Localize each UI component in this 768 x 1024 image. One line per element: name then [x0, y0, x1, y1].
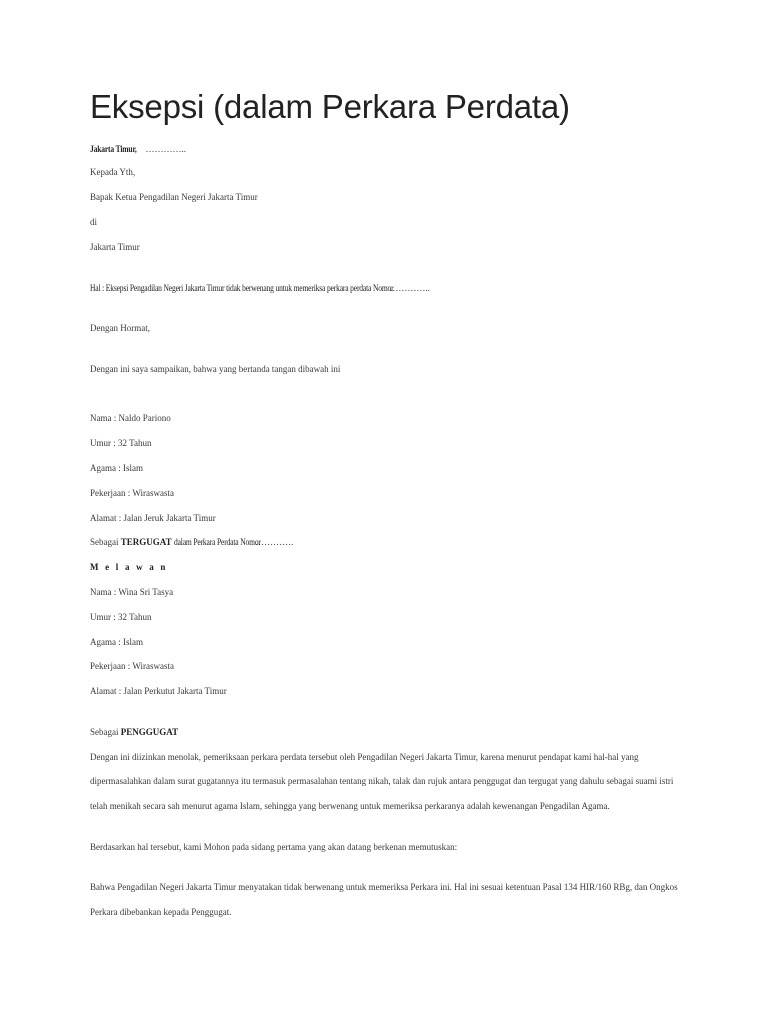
tergugat-role: TERGUGAT [120, 537, 172, 547]
place-date-line [90, 143, 186, 155]
defendant-umur: Umur : 32 Tahun [90, 438, 152, 448]
paragraph-2: Berdasarkan hal tersebut, kami Mohon pada sidang pertama yang akan datang berkenan memutuskan: [90, 842, 458, 852]
paragraph-3-line-1: Bahwa Pengadilan Negeri Jakarta Timur menyatakan tidak berwenang untuk memeriksa Perkara ini. Hal ini sesuai ketentuan Pasal 134 HIR/160 RBg, dan Ongkos [90, 882, 678, 892]
paragraph-1-line-3: telah menikah secara sah menurut agama Islam, sehingga yang berwenang untuk memeriksa perkaranya adalah kewenangan Pengadilan Agama. [90, 801, 610, 811]
defendant-pekerjaan: Pekerjaan : Wiraswasta [90, 488, 174, 498]
plaintiff-nama: Nama : Wina Sri Tasya [90, 587, 174, 597]
sebagai-tergugat-line [90, 536, 293, 548]
sebagai-penggugat-prefix: Sebagai [90, 727, 119, 737]
hal-text: Hal : Eksepsi Pengadilan Negeri Jakarta Timur tidak berwenang untuk memeriksa perkara perdata Nomor [90, 283, 394, 293]
sebagai-tergugat-suffix: dalam Perkara Perdata Nomor [173, 537, 261, 547]
paragraph-1-line-2: dipermasalahkan dalam surat gugatannya itu termasuk permasalahan tentang nikah, talak dan rujuk antara penggugat dan tergugat yang dahulu sebagai suami istri [90, 776, 674, 786]
melawan-line: M e l a w a n [90, 562, 168, 572]
di-line: di [90, 217, 98, 227]
paragraph-1-line-1: Dengan ini diizinkan menolak, pemeriksaan perkara perdata tersebut oleh Pengadilan Negeri Jakarta Timur, karena menurut pendapat kami hal-hal yang [90, 752, 639, 762]
defendant-alamat: Alamat : Jalan Jeruk Jakarta Timur [90, 513, 216, 523]
sebagai-penggugat-line [90, 726, 178, 738]
hal-dots: ………….. [389, 283, 430, 293]
intro-line: Dengan ini saya sampaikan, bahwa yang bertanda tangan dibawah ini [90, 364, 341, 374]
recipient-city-line: Jakarta Timur [90, 242, 140, 252]
hal-line [90, 282, 430, 294]
sebagai-tergugat-dots: …………. [255, 537, 294, 547]
salutation-line: Dengan Hormat, [90, 323, 150, 333]
paragraph-3-line-2: Perkara dibebankan kepada Penggugat. [90, 907, 232, 917]
plaintiff-alamat: Alamat : Jalan Perkutut Jakarta Timur [90, 686, 227, 696]
defendant-agama: Agama : Islam [90, 463, 143, 473]
recipient-line: Bapak Ketua Pengadilan Negeri Jakarta Timur [90, 192, 258, 202]
place-dots: ………….. [145, 144, 187, 154]
plaintiff-pekerjaan: Pekerjaan : Wiraswasta [90, 661, 174, 671]
defendant-nama: Nama : Naldo Pariono [90, 413, 171, 423]
plaintiff-agama: Agama : Islam [90, 637, 143, 647]
penggugat-role: PENGGUGAT [120, 727, 179, 737]
document-title: Eksepsi (dalam Perkara Perdata) [90, 88, 570, 125]
kepada-line: Kepada Yth, [90, 167, 136, 177]
sebagai-tergugat-prefix: Sebagai [90, 537, 119, 547]
plaintiff-umur: Umur : 32 Tahun [90, 612, 152, 622]
place-label: Jakarta Timur, [90, 144, 137, 154]
